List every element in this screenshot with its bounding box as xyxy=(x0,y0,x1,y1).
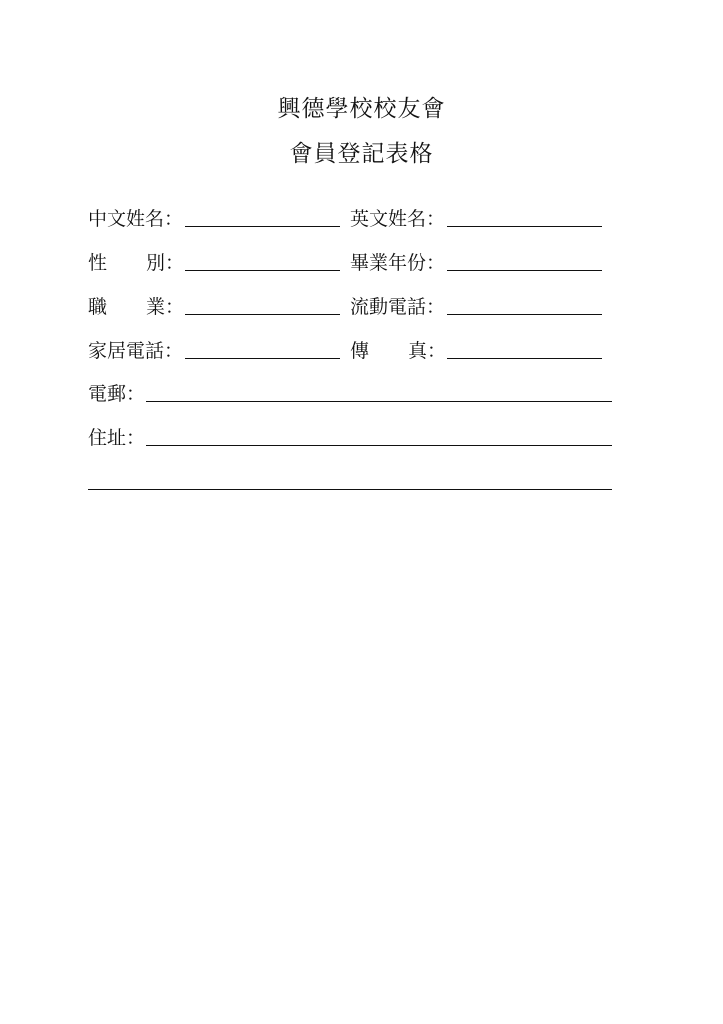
form-row-address xyxy=(88,425,618,453)
chinese-name-label: 中文姓名： xyxy=(88,208,184,230)
address-field-line-2[interactable] xyxy=(88,489,612,490)
fax-field[interactable] xyxy=(447,358,602,359)
occupation-label-char-2: 業： xyxy=(145,296,184,318)
english-name-field[interactable] xyxy=(447,226,602,227)
fax-label-char-2: 真： xyxy=(407,340,446,362)
english-name-label: 英文姓名： xyxy=(350,208,446,230)
address-field[interactable] xyxy=(146,445,612,446)
form-row-gender-year xyxy=(88,250,618,278)
occupation-label-char-1: 職 xyxy=(88,296,108,318)
email-label: 電郵： xyxy=(88,383,146,405)
gender-label-char-1: 性 xyxy=(88,252,108,274)
form-row-email xyxy=(88,381,618,409)
form-row-occupation-mobile xyxy=(88,294,618,322)
mobile-phone-label: 流動電話： xyxy=(350,296,446,318)
address-label: 住址： xyxy=(88,427,146,449)
gender-label xyxy=(88,250,184,276)
form-title: 會員登記表格 xyxy=(289,141,434,167)
form-row-names xyxy=(88,206,618,234)
gender-field[interactable] xyxy=(185,270,340,271)
graduation-year-field[interactable] xyxy=(447,270,602,271)
graduation-year-label: 畢業年份： xyxy=(350,252,446,274)
form-row-address-continued xyxy=(88,469,618,497)
form-row-home-fax xyxy=(88,338,618,366)
occupation-label xyxy=(88,294,184,320)
fax-label xyxy=(350,338,446,364)
email-field[interactable] xyxy=(146,401,612,402)
mobile-phone-field[interactable] xyxy=(447,314,602,315)
home-phone-label: 家居電話： xyxy=(88,340,184,362)
occupation-field[interactable] xyxy=(185,314,340,315)
fax-label-char-1: 傳 xyxy=(350,340,370,362)
home-phone-field[interactable] xyxy=(185,358,340,359)
chinese-name-field[interactable] xyxy=(185,226,340,227)
organization-title: 興德學校校友會 xyxy=(277,96,446,122)
gender-label-char-2: 別： xyxy=(145,252,184,274)
